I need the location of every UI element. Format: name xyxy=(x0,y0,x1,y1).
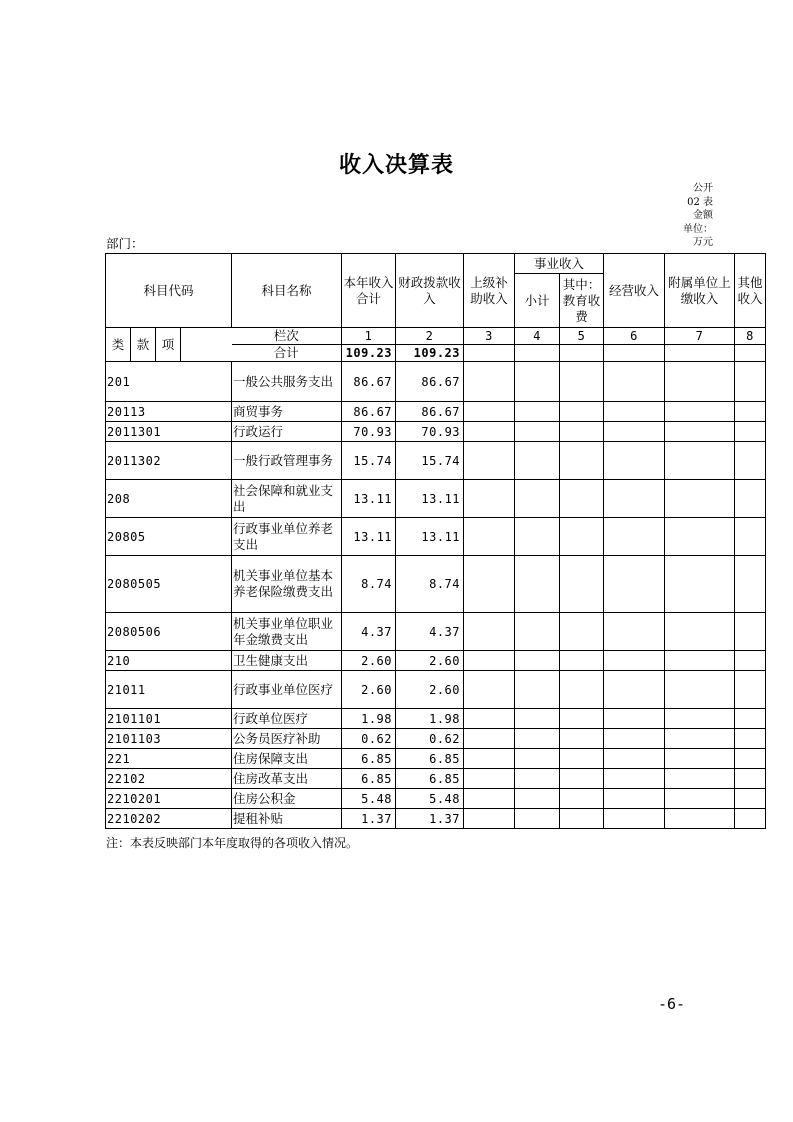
column-number: 7 xyxy=(665,328,735,345)
empty-cell xyxy=(604,749,665,769)
subject-name: 住房改革支出 xyxy=(232,769,342,789)
subject-name: 提租补贴 xyxy=(232,809,342,829)
table-row xyxy=(106,613,766,651)
empty-cell xyxy=(515,480,560,518)
subject-code: 2210202 xyxy=(106,809,232,829)
department-label: 部门： xyxy=(106,236,144,251)
empty-cell xyxy=(604,518,665,556)
empty-cell xyxy=(735,442,766,480)
empty-cell xyxy=(515,518,560,556)
table-row xyxy=(106,769,766,789)
total-fiscal-value: 109.23 xyxy=(396,345,464,362)
empty-cell xyxy=(464,422,515,442)
empty-cell xyxy=(464,769,515,789)
table-row xyxy=(106,789,766,809)
empty-cell xyxy=(735,480,766,518)
empty-cell xyxy=(735,613,766,651)
subject-name: 社会保障和就业支出 xyxy=(232,480,342,518)
column-number: 1 xyxy=(342,328,396,345)
empty-cell xyxy=(735,749,766,769)
empty-cell xyxy=(735,556,766,613)
total-income-value: 1.37 xyxy=(342,809,396,829)
empty-cell xyxy=(665,789,735,809)
empty-cell xyxy=(464,749,515,769)
empty-cell xyxy=(735,362,766,402)
fiscal-appropriation-value: 1.37 xyxy=(396,809,464,829)
empty-cell xyxy=(464,789,515,809)
empty-cell xyxy=(515,769,560,789)
subject-code: 2011302 xyxy=(106,442,232,480)
total-income-value: 13.11 xyxy=(342,518,396,556)
table-row xyxy=(106,671,766,709)
fiscal-appropriation-value: 86.67 xyxy=(396,362,464,402)
subject-code: 2210201 xyxy=(106,789,232,809)
empty-cell xyxy=(464,809,515,829)
empty-cell xyxy=(604,709,665,729)
header-subsidy: 上级补助收入 xyxy=(464,254,515,328)
header-business: 事业收入 xyxy=(515,254,604,274)
subject-code: 2101103 xyxy=(106,729,232,749)
empty-cell xyxy=(665,749,735,769)
empty-cell xyxy=(665,345,735,362)
empty-cell xyxy=(735,402,766,422)
subject-code: 2101101 xyxy=(106,709,232,729)
empty-cell xyxy=(464,556,515,613)
empty-cell xyxy=(604,422,665,442)
empty-cell xyxy=(515,709,560,729)
empty-cell xyxy=(560,402,604,422)
fiscal-appropriation-value: 15.74 xyxy=(396,442,464,480)
empty-cell xyxy=(464,442,515,480)
header-section: 款 xyxy=(131,328,156,362)
header-code: 科目代码 xyxy=(106,254,232,328)
empty-cell xyxy=(735,729,766,749)
subject-name: 行政单位医疗 xyxy=(232,709,342,729)
header-affiliated: 附属单位上缴收入 xyxy=(665,254,735,328)
form-info-line: 单位： xyxy=(683,223,713,235)
subject-name: 住房公积金 xyxy=(232,789,342,809)
empty-cell xyxy=(665,480,735,518)
empty-cell xyxy=(735,769,766,789)
empty-cell xyxy=(604,556,665,613)
empty-cell xyxy=(464,709,515,729)
subject-code: 208 xyxy=(106,480,232,518)
subject-name: 机关事业单位基本养老保险缴费支出 xyxy=(232,556,342,613)
subject-name: 商贸事务 xyxy=(232,402,342,422)
empty-cell xyxy=(604,402,665,422)
total-income-value: 8.74 xyxy=(342,556,396,613)
empty-cell xyxy=(515,809,560,829)
subject-code: 20805 xyxy=(106,518,232,556)
total-income-value: 1.98 xyxy=(342,709,396,729)
subject-code: 221 xyxy=(106,749,232,769)
empty-cell xyxy=(464,402,515,422)
total-label: 合计 xyxy=(232,345,342,362)
column-number: 3 xyxy=(464,328,515,345)
empty-cell xyxy=(665,402,735,422)
total-value: 109.23 xyxy=(342,345,396,362)
total-income-value: 13.11 xyxy=(342,480,396,518)
empty-cell xyxy=(604,809,665,829)
fiscal-appropriation-value: 2.60 xyxy=(396,651,464,671)
empty-cell xyxy=(560,518,604,556)
empty-cell xyxy=(464,671,515,709)
empty-cell xyxy=(735,518,766,556)
subject-code: 2011301 xyxy=(106,422,232,442)
fiscal-appropriation-value: 6.85 xyxy=(396,749,464,769)
total-income-value: 70.93 xyxy=(342,422,396,442)
form-info-line: 02 表 xyxy=(687,196,713,208)
subject-name: 一般行政管理事务 xyxy=(232,442,342,480)
empty-cell xyxy=(735,671,766,709)
subject-name: 住房保障支出 xyxy=(232,749,342,769)
header-other: 其他收入 xyxy=(735,254,766,328)
empty-cell xyxy=(560,480,604,518)
total-row xyxy=(106,345,766,362)
empty-cell xyxy=(464,480,515,518)
empty-cell xyxy=(515,671,560,709)
blank-cell xyxy=(181,328,232,345)
empty-cell xyxy=(515,789,560,809)
empty-cell xyxy=(604,613,665,651)
table-row xyxy=(106,556,766,613)
empty-cell xyxy=(464,729,515,749)
empty-cell xyxy=(515,749,560,769)
empty-cell xyxy=(735,422,766,442)
empty-cell xyxy=(560,809,604,829)
subject-code: 210 xyxy=(106,651,232,671)
column-number-row xyxy=(106,328,766,345)
subject-code: 21011 xyxy=(106,671,232,709)
column-number: 8 xyxy=(735,328,766,345)
empty-cell xyxy=(735,651,766,671)
fiscal-appropriation-value: 70.93 xyxy=(396,422,464,442)
total-income-value: 86.67 xyxy=(342,362,396,402)
empty-cell xyxy=(735,789,766,809)
subject-name: 公务员医疗补助 xyxy=(232,729,342,749)
table-row xyxy=(106,518,766,556)
empty-cell xyxy=(735,809,766,829)
fiscal-appropriation-value: 0.62 xyxy=(396,729,464,749)
subject-name: 行政事业单位养老支出 xyxy=(232,518,342,556)
income-table xyxy=(105,253,766,829)
empty-cell xyxy=(464,651,515,671)
empty-cell xyxy=(464,345,515,362)
empty-cell xyxy=(560,613,604,651)
table-row xyxy=(106,480,766,518)
empty-cell xyxy=(560,789,604,809)
empty-cell xyxy=(560,749,604,769)
empty-cell xyxy=(464,362,515,402)
empty-cell xyxy=(665,442,735,480)
subject-code: 20113 xyxy=(106,402,232,422)
empty-cell xyxy=(665,651,735,671)
empty-cell xyxy=(604,480,665,518)
table-row xyxy=(106,651,766,671)
subject-name: 行政运行 xyxy=(232,422,342,442)
header-class: 类 xyxy=(106,328,131,362)
empty-cell xyxy=(604,671,665,709)
empty-cell xyxy=(515,345,560,362)
empty-cell xyxy=(665,556,735,613)
column-label: 栏次 xyxy=(232,328,342,345)
empty-cell xyxy=(665,769,735,789)
empty-cell xyxy=(604,345,665,362)
header-education: 其中：教育收费 xyxy=(560,274,604,328)
subject-code: 2080506 xyxy=(106,613,232,651)
empty-cell xyxy=(515,556,560,613)
empty-cell xyxy=(560,769,604,789)
column-number: 6 xyxy=(604,328,665,345)
empty-cell xyxy=(604,729,665,749)
table-row xyxy=(106,749,766,769)
total-income-value: 6.85 xyxy=(342,749,396,769)
total-income-value: 15.74 xyxy=(342,442,396,480)
subject-name: 行政事业单位医疗 xyxy=(232,671,342,709)
fiscal-appropriation-value: 2.60 xyxy=(396,671,464,709)
total-income-value: 2.60 xyxy=(342,671,396,709)
empty-cell xyxy=(515,729,560,749)
subject-code: 2080505 xyxy=(106,556,232,613)
empty-cell xyxy=(665,709,735,729)
total-income-value: 4.37 xyxy=(342,613,396,651)
fiscal-appropriation-value: 6.85 xyxy=(396,769,464,789)
page-number: -6- xyxy=(658,995,686,1013)
empty-cell xyxy=(665,518,735,556)
empty-cell xyxy=(665,362,735,402)
table-row xyxy=(106,402,766,422)
table-row xyxy=(106,422,766,442)
empty-cell xyxy=(604,362,665,402)
empty-cell xyxy=(665,613,735,651)
fiscal-appropriation-value: 13.11 xyxy=(396,518,464,556)
total-income-value: 0.62 xyxy=(342,729,396,749)
empty-cell xyxy=(604,789,665,809)
subject-code: 201 xyxy=(106,362,232,402)
empty-cell xyxy=(665,809,735,829)
empty-cell xyxy=(464,518,515,556)
table-row xyxy=(106,709,766,729)
empty-cell xyxy=(560,671,604,709)
subject-name: 卫生健康支出 xyxy=(232,651,342,671)
table-row xyxy=(106,362,766,402)
empty-cell xyxy=(560,442,604,480)
total-income-value: 5.48 xyxy=(342,789,396,809)
empty-cell xyxy=(665,422,735,442)
table-row xyxy=(106,729,766,749)
empty-cell xyxy=(560,422,604,442)
header-row xyxy=(106,254,766,274)
empty-cell xyxy=(515,613,560,651)
form-info-line: 万元 xyxy=(693,237,713,248)
table-row xyxy=(106,809,766,829)
empty-cell xyxy=(735,345,766,362)
empty-cell xyxy=(665,729,735,749)
table-row xyxy=(106,442,766,480)
column-number: 5 xyxy=(560,328,604,345)
column-number: 4 xyxy=(515,328,560,345)
empty-cell xyxy=(560,556,604,613)
blank-cell xyxy=(181,345,232,362)
fiscal-appropriation-value: 13.11 xyxy=(396,480,464,518)
fiscal-appropriation-value: 8.74 xyxy=(396,556,464,613)
header-total: 本年收入合计 xyxy=(342,254,396,328)
empty-cell xyxy=(560,651,604,671)
empty-cell xyxy=(735,709,766,729)
empty-cell xyxy=(515,362,560,402)
header-item: 项 xyxy=(156,328,181,362)
form-info-line: 金额 xyxy=(693,210,713,221)
header-subtotal: 小计 xyxy=(515,274,560,328)
empty-cell xyxy=(560,729,604,749)
page-title: 收入决算表 xyxy=(338,153,454,178)
fiscal-appropriation-value: 4.37 xyxy=(396,613,464,651)
subject-code: 22102 xyxy=(106,769,232,789)
subject-name: 机关事业单位职业年金缴费支出 xyxy=(232,613,342,651)
empty-cell xyxy=(560,345,604,362)
empty-cell xyxy=(515,442,560,480)
form-info-line: 公开 xyxy=(693,183,713,194)
empty-cell xyxy=(464,613,515,651)
fiscal-appropriation-value: 5.48 xyxy=(396,789,464,809)
empty-cell xyxy=(515,402,560,422)
total-income-value: 2.60 xyxy=(342,651,396,671)
form-info xyxy=(673,182,713,250)
total-income-value: 86.67 xyxy=(342,402,396,422)
header-operating: 经营收入 xyxy=(604,254,665,328)
fiscal-appropriation-value: 86.67 xyxy=(396,402,464,422)
empty-cell xyxy=(515,422,560,442)
empty-cell xyxy=(604,442,665,480)
empty-cell xyxy=(604,769,665,789)
total-income-value: 6.85 xyxy=(342,769,396,789)
empty-cell xyxy=(560,709,604,729)
column-number: 2 xyxy=(396,328,464,345)
table-note: 注：本表反映部门本年度取得的各项收入情况。 xyxy=(106,836,359,850)
fiscal-appropriation-value: 1.98 xyxy=(396,709,464,729)
empty-cell xyxy=(515,651,560,671)
empty-cell xyxy=(604,651,665,671)
header-name: 科目名称 xyxy=(232,254,342,328)
header-fiscal: 财政拨款收入 xyxy=(396,254,464,328)
empty-cell xyxy=(665,671,735,709)
subject-name: 一般公共服务支出 xyxy=(232,362,342,402)
empty-cell xyxy=(560,362,604,402)
